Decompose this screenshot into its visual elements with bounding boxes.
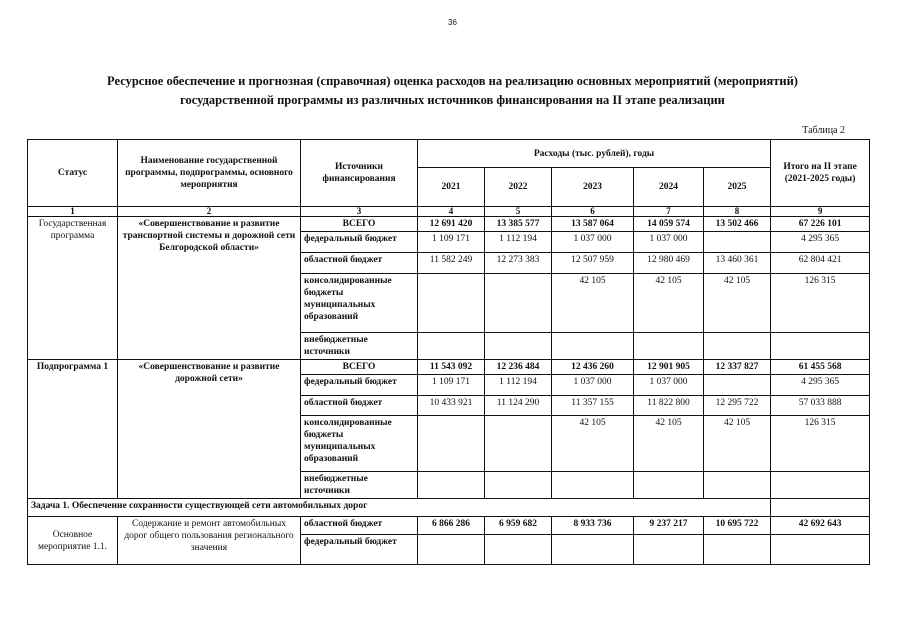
value-cell: 14 059 574 bbox=[634, 217, 704, 232]
header-year: 2021 bbox=[418, 168, 485, 207]
column-index: 1 bbox=[28, 207, 118, 217]
value-cell bbox=[485, 333, 552, 360]
value-cell bbox=[704, 375, 771, 396]
value-cell: 42 105 bbox=[634, 274, 704, 333]
value-cell: 13 502 466 bbox=[704, 217, 771, 232]
header-year: 2024 bbox=[634, 168, 704, 207]
document-title bbox=[40, 72, 865, 110]
status-cell: Подпрограмма 1 bbox=[28, 360, 118, 499]
value-cell bbox=[485, 472, 552, 499]
task-title: Задача 1. Обеспечение сохранности существующей сети автомобильных дорог bbox=[28, 499, 771, 517]
value-cell: 6 959 682 bbox=[485, 517, 552, 535]
total-cell: 61 455 568 bbox=[771, 360, 870, 375]
total-cell bbox=[771, 333, 870, 360]
value-cell bbox=[704, 535, 771, 565]
value-cell: 12 507 959 bbox=[552, 253, 634, 274]
total-cell: 4 295 365 bbox=[771, 232, 870, 253]
value-cell bbox=[634, 333, 704, 360]
value-cell: 42 105 bbox=[704, 416, 771, 472]
header-sources: Источники финансирования bbox=[301, 140, 418, 207]
total-cell: 126 315 bbox=[771, 274, 870, 333]
source-cell: ВСЕГО bbox=[301, 217, 418, 232]
column-index: 6 bbox=[552, 207, 634, 217]
column-index: 9 bbox=[771, 207, 870, 217]
value-cell: 42 105 bbox=[552, 416, 634, 472]
value-cell bbox=[418, 472, 485, 499]
source-cell: федеральный бюджет bbox=[301, 535, 418, 565]
header-total: Итого на II этапе (2021-2025 годы) bbox=[771, 140, 870, 207]
column-index: 2 bbox=[118, 207, 301, 217]
value-cell: 12 236 484 bbox=[485, 360, 552, 375]
value-cell: 1 112 194 bbox=[485, 232, 552, 253]
task-total-cell bbox=[771, 499, 870, 517]
value-cell: 6 866 286 bbox=[418, 517, 485, 535]
column-index: 4 bbox=[418, 207, 485, 217]
value-cell: 1 109 171 bbox=[418, 375, 485, 396]
value-cell: 1 037 000 bbox=[634, 232, 704, 253]
value-cell: 11 124 290 bbox=[485, 396, 552, 416]
value-cell: 11 357 155 bbox=[552, 396, 634, 416]
value-cell: 11 582 249 bbox=[418, 253, 485, 274]
task-row bbox=[28, 499, 870, 517]
value-cell: 13 587 064 bbox=[552, 217, 634, 232]
total-cell: 42 692 643 bbox=[771, 517, 870, 535]
status-cell: Основное мероприятие 1.1. bbox=[28, 517, 118, 565]
value-cell: 12 980 469 bbox=[634, 253, 704, 274]
header-expenses: Расходы (тыс. рублей), годы bbox=[418, 140, 771, 168]
source-cell: областной бюджет bbox=[301, 396, 418, 416]
value-cell: 11 822 800 bbox=[634, 396, 704, 416]
value-cell bbox=[485, 535, 552, 565]
value-cell: 42 105 bbox=[634, 416, 704, 472]
header-year: 2025 bbox=[704, 168, 771, 207]
total-cell: 4 295 365 bbox=[771, 375, 870, 396]
value-cell: 13 385 577 bbox=[485, 217, 552, 232]
header-status: Статус bbox=[28, 140, 118, 207]
value-cell: 8 933 736 bbox=[552, 517, 634, 535]
value-cell: 12 337 827 bbox=[704, 360, 771, 375]
title-line-1: Ресурсное обеспечение и прогнозная (справочная) оценка расходов на реализацию основных мероприятий (мероприятий) bbox=[107, 74, 798, 88]
value-cell: 1 112 194 bbox=[485, 375, 552, 396]
value-cell: 10 695 722 bbox=[704, 517, 771, 535]
source-cell: консолидированные бюджеты муниципальных образований bbox=[301, 274, 418, 333]
value-cell bbox=[418, 333, 485, 360]
name-cell: «Совершенствование и развитие транспортной системы и дорожной сети Белгородской области» bbox=[118, 217, 301, 360]
value-cell: 12 273 383 bbox=[485, 253, 552, 274]
value-cell: 13 460 361 bbox=[704, 253, 771, 274]
column-index: 5 bbox=[485, 207, 552, 217]
value-cell: 42 105 bbox=[704, 274, 771, 333]
header-name: Наименование государственной программы, подпрограммы, основного мероприятия bbox=[118, 140, 301, 207]
value-cell: 1 109 171 bbox=[418, 232, 485, 253]
table-row bbox=[28, 517, 870, 535]
table-label: Таблица 2 bbox=[802, 125, 845, 136]
value-cell: 1 037 000 bbox=[552, 375, 634, 396]
header-year: 2023 bbox=[552, 168, 634, 207]
value-cell bbox=[418, 416, 485, 472]
value-cell: 1 037 000 bbox=[552, 232, 634, 253]
value-cell bbox=[552, 535, 634, 565]
status-cell: Государственная программа bbox=[28, 217, 118, 360]
resource-table bbox=[27, 139, 870, 565]
total-cell: 62 804 421 bbox=[771, 253, 870, 274]
source-cell: консолидированные бюджеты муниципальных образований bbox=[301, 416, 418, 472]
name-cell: «Совершенствование и развитие дорожной сети» bbox=[118, 360, 301, 499]
title-line-2: государственной программы из различных источников финансирования на II этапе реализации bbox=[180, 93, 725, 107]
value-cell bbox=[418, 535, 485, 565]
value-cell bbox=[485, 274, 552, 333]
column-index: 8 bbox=[704, 207, 771, 217]
value-cell bbox=[485, 416, 552, 472]
value-cell bbox=[552, 333, 634, 360]
total-cell bbox=[771, 535, 870, 565]
source-cell: областной бюджет bbox=[301, 517, 418, 535]
source-cell: внебюджетные источники bbox=[301, 333, 418, 360]
table-row bbox=[28, 217, 870, 232]
value-cell bbox=[418, 274, 485, 333]
index-row bbox=[28, 207, 870, 217]
source-cell: областной бюджет bbox=[301, 253, 418, 274]
value-cell: 42 105 bbox=[552, 274, 634, 333]
value-cell bbox=[704, 232, 771, 253]
value-cell: 12 436 260 bbox=[552, 360, 634, 375]
value-cell: 11 543 092 bbox=[418, 360, 485, 375]
source-cell: федеральный бюджет bbox=[301, 375, 418, 396]
header-year: 2022 bbox=[485, 168, 552, 207]
value-cell: 10 433 921 bbox=[418, 396, 485, 416]
value-cell: 12 901 905 bbox=[634, 360, 704, 375]
value-cell: 12 295 722 bbox=[704, 396, 771, 416]
total-cell: 126 315 bbox=[771, 416, 870, 472]
value-cell: 9 237 217 bbox=[634, 517, 704, 535]
page-number: 36 bbox=[448, 18, 457, 27]
column-index: 7 bbox=[634, 207, 704, 217]
total-cell: 67 226 101 bbox=[771, 217, 870, 232]
source-cell: федеральный бюджет bbox=[301, 232, 418, 253]
value-cell bbox=[634, 535, 704, 565]
value-cell bbox=[704, 333, 771, 360]
total-cell bbox=[771, 472, 870, 499]
column-index: 3 bbox=[301, 207, 418, 217]
name-cell: Содержание и ремонт автомобильных дорог общего пользования регионального значения bbox=[118, 517, 301, 565]
value-cell: 12 691 420 bbox=[418, 217, 485, 232]
value-cell: 1 037 000 bbox=[634, 375, 704, 396]
source-cell: внебюджетные источники bbox=[301, 472, 418, 499]
value-cell bbox=[704, 472, 771, 499]
value-cell bbox=[634, 472, 704, 499]
total-cell: 57 033 888 bbox=[771, 396, 870, 416]
source-cell: ВСЕГО bbox=[301, 360, 418, 375]
value-cell bbox=[552, 472, 634, 499]
table-row bbox=[28, 360, 870, 375]
